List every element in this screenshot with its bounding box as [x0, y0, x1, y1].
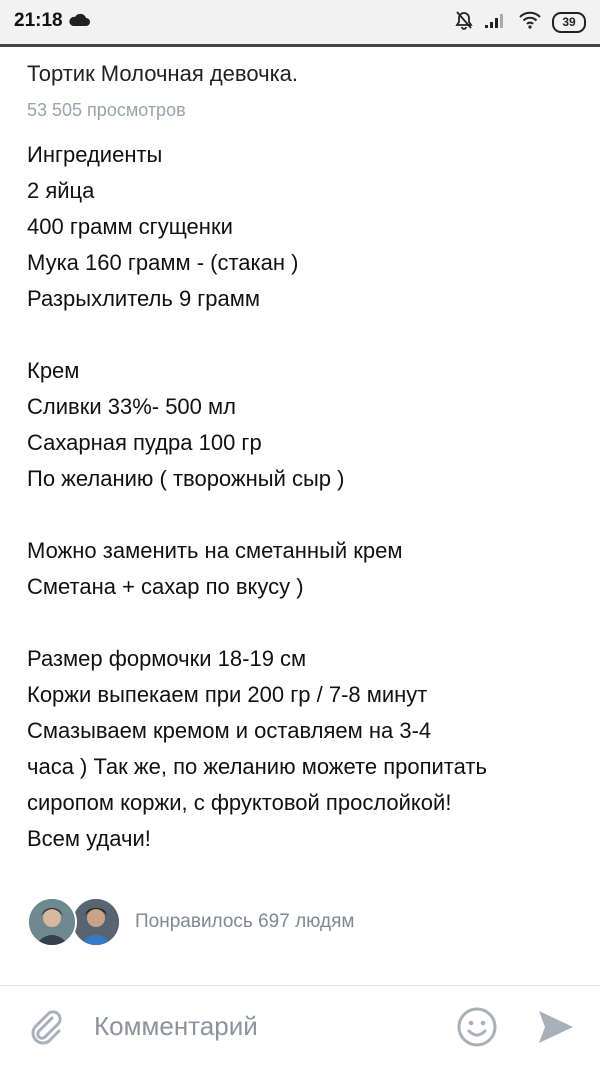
post-line: Сахарная пудра 100 гр [27, 430, 262, 455]
comment-input[interactable] [94, 1008, 424, 1044]
status-bar [0, 0, 600, 44]
post-line: 2 яйца [27, 178, 95, 203]
avatar[interactable] [71, 897, 121, 947]
post-line: Ингредиенты [27, 142, 163, 167]
cloud-icon [68, 13, 90, 32]
post-blank-line [27, 497, 587, 533]
post-line: часа ) Так же, по желанию можете пропитать [27, 754, 487, 779]
post-line: Коржи выпекаем при 200 гр / 7-8 минут [27, 682, 428, 707]
send-icon[interactable] [536, 1008, 576, 1051]
post-line: По желанию ( творожный сыр ) [27, 466, 345, 491]
post-line: Всем удачи! [27, 826, 151, 851]
post-views: 53 505 просмотров [27, 100, 186, 120]
mute-bell-icon [454, 10, 474, 35]
emoji-icon[interactable] [456, 1006, 498, 1053]
battery-icon: 39 [552, 12, 586, 33]
post-line: Можно заменить на сметанный крем [27, 538, 403, 563]
post-line: сиропом коржи, с фруктовой прослойкой! [27, 790, 452, 815]
post-line: Смазываем кремом и оставляем на 3-4 [27, 718, 432, 743]
post-line: Разрыхлитель 9 грамм [27, 286, 261, 311]
post-line: Крем [27, 358, 80, 383]
wifi-icon [518, 11, 542, 34]
post-line: Мука 160 грамм - (стакан ) [27, 250, 299, 275]
likes-count[interactable]: Понравилось 697 людям [135, 911, 355, 932]
post-line: Сметана + сахар по вкусу ) [27, 574, 304, 599]
post-content [27, 60, 587, 857]
post-blank-line [27, 605, 587, 641]
status-icons [454, 11, 586, 33]
avatar[interactable] [27, 897, 77, 947]
signal-icon [484, 11, 508, 34]
post-line: Размер формочки 18-19 см [27, 646, 307, 671]
attach-icon[interactable] [28, 1008, 64, 1051]
post-line: Сливки 33%- 500 мл [27, 394, 236, 419]
post-title: Тортик Молочная девочка. [27, 61, 299, 86]
status-time: 21:18 [14, 10, 63, 31]
post-blank-line [27, 317, 587, 353]
post-body [27, 137, 587, 857]
post-line: 400 грамм сгущенки [27, 214, 233, 239]
likes-row[interactable] [27, 897, 354, 947]
top-divider [0, 44, 600, 47]
comment-composer [0, 986, 600, 1065]
